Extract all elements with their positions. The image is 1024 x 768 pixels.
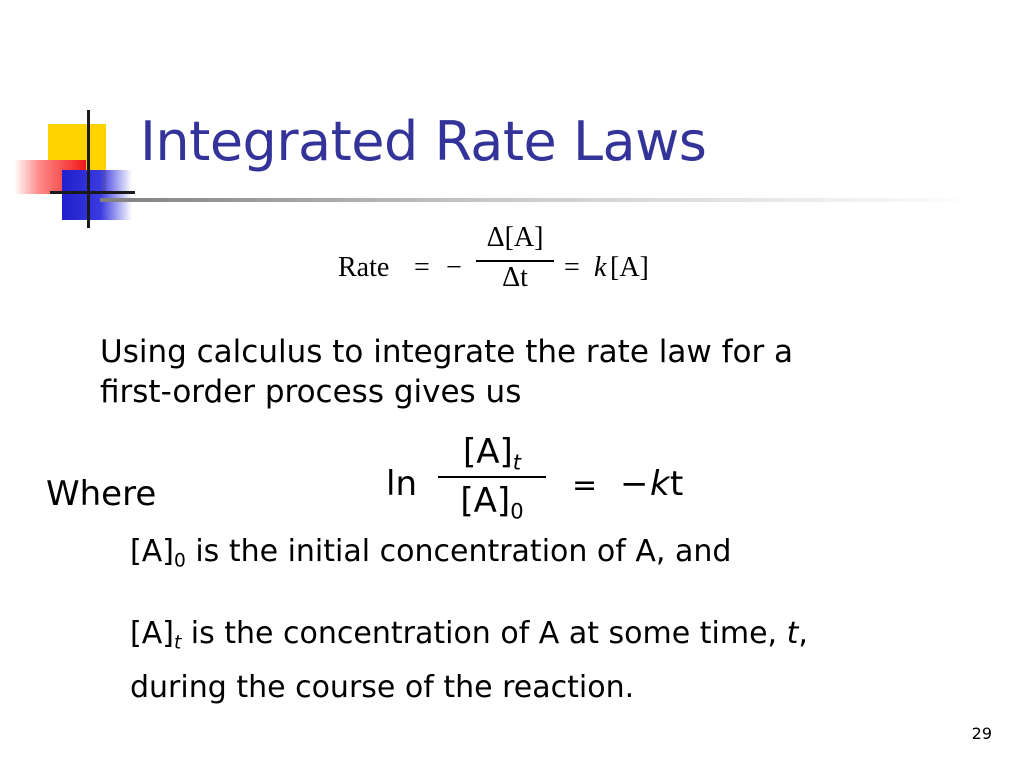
- rhs-minus: −: [620, 464, 649, 504]
- concentration-ratio: [438, 428, 546, 534]
- intro-line-1: Using calculus to integrate the rate law for a: [100, 334, 794, 370]
- ln-label: ln: [386, 464, 417, 504]
- concentration-a: [A]: [610, 252, 649, 283]
- rhs-t: t: [670, 464, 684, 504]
- logo-vertical-line: [87, 110, 90, 228]
- title-underline: [100, 198, 980, 202]
- slide-number: 29: [971, 724, 992, 743]
- logo-horizontal-line: [50, 191, 135, 194]
- ratio-numerator: $[A]_t$: [462, 432, 522, 475]
- definition-time: $[A]_t$ is the concentration of A at some time, t, during the course of the reaction.: [130, 612, 808, 710]
- ratio-denominator: $[A]_0$: [460, 481, 524, 524]
- logo-blue-square: [62, 170, 132, 220]
- slide-title: Integrated Rate Laws: [140, 110, 707, 173]
- equals-sign-3: =: [572, 468, 598, 503]
- where-label: Where: [46, 474, 157, 514]
- rate-constant-k: k: [594, 252, 607, 283]
- minus-sign: −: [446, 252, 462, 283]
- delta-fraction: [476, 222, 554, 294]
- rhs-k: k: [650, 464, 670, 504]
- equals-sign: =: [414, 252, 430, 283]
- equals-sign-2: =: [564, 252, 580, 283]
- intro-text: [100, 332, 920, 412]
- fraction-denominator: Δt: [502, 262, 528, 293]
- intro-line-2: first-order process gives us: [100, 374, 522, 410]
- integrated-rate-equation: [380, 428, 700, 538]
- definition-initial: $[A]_0$ is the initial concentration of A, and: [130, 534, 732, 572]
- definition-time-line-2: during the course of the reaction.: [130, 669, 635, 705]
- rate-label: Rate: [338, 252, 390, 283]
- fraction-numerator: Δ[A]: [486, 222, 544, 253]
